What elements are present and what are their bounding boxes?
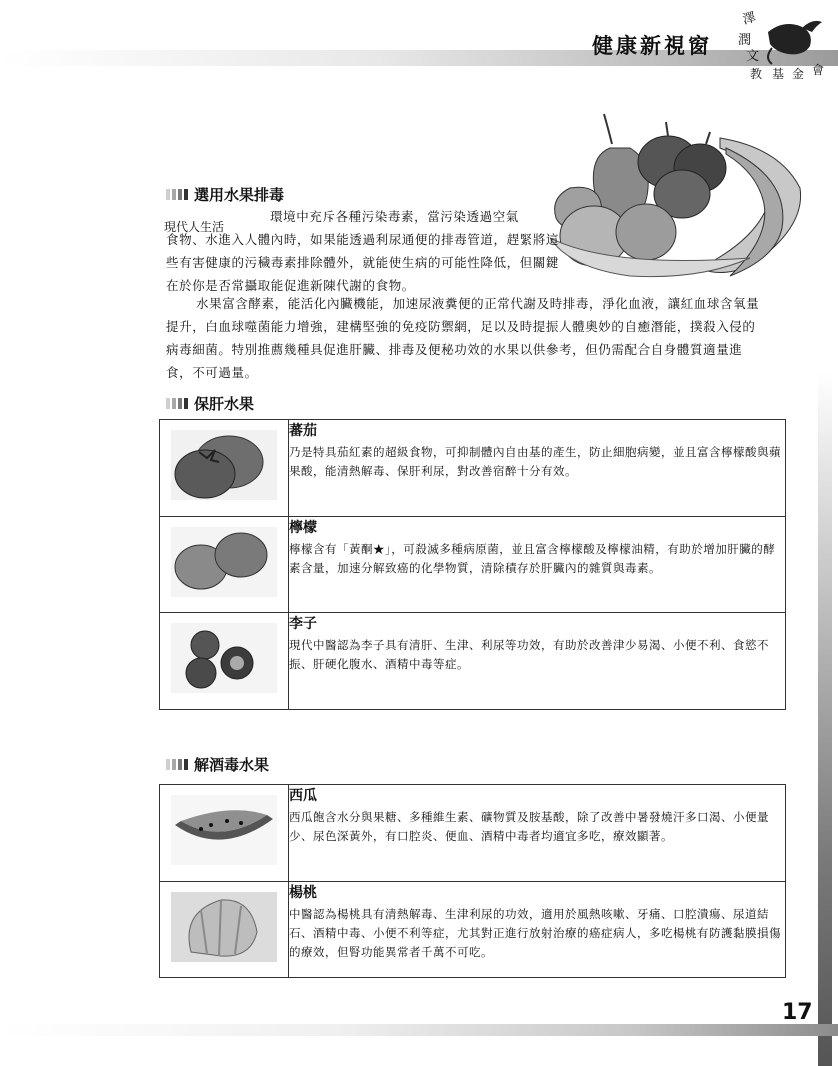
intro-paragraph-first-line: 環境中充斥各種污染毒素，當污染透過空氣 xyxy=(270,209,519,224)
svg-text:基: 基 xyxy=(772,67,785,81)
foundation-logo xyxy=(728,2,828,82)
svg-text:澤: 澤 xyxy=(741,10,758,28)
image-cell xyxy=(160,613,289,710)
text-cell xyxy=(289,882,786,978)
table-row xyxy=(160,613,786,710)
fruit-name: 西瓜 xyxy=(289,788,317,804)
text-cell xyxy=(289,420,786,517)
fruit-name: 李子 xyxy=(289,616,317,632)
fruit-bowl-illustration xyxy=(550,108,810,280)
image-cell xyxy=(160,517,289,613)
svg-text:金: 金 xyxy=(792,67,805,81)
svg-text:潤: 潤 xyxy=(738,33,752,48)
table-row xyxy=(160,420,786,517)
image-cell xyxy=(160,420,289,517)
svg-text:文: 文 xyxy=(746,49,760,64)
text-cell xyxy=(289,517,786,613)
fruit-description: 西瓜飽含水分與果糖、多種維生素、礦物質及胺基酸，除了改善中暑發燒汗多口渴、小便量少、尿色深黃外，有口腔炎、便血、酒精中毒者均適宜多吃，療效顯著。 xyxy=(289,810,769,843)
liver-fruits-table xyxy=(159,419,786,710)
heading-bars-icon xyxy=(166,759,188,770)
plum-photo xyxy=(171,623,277,693)
body-paragraph: 水果富含酵素，能活化內臟機能，加速尿液糞便的正常代謝及時排毒，淨化血液，讓紅血球含氧量提升，白血球噬菌能力增強，建構堅強的免疫防禦網，足以及時提振人體奧妙的自癒潛能，撲殺入侵的病毒細菌。特別推薦幾種具促進肝臟、排毒及便秘功效的水果以供參考，但仍需配合自身體質適量進食，不可過量。 xyxy=(166,296,760,380)
hangover-fruits-table xyxy=(159,784,786,978)
fruit-description: 乃是特具茄紅素的超級食物，可抑制體內自由基的產生，防止細胞病變，並且富含檸檬酸與蘋果酸，能清熱解毒、保肝利尿，對改善宿醉十分有效。 xyxy=(289,445,781,478)
page-edge-bar xyxy=(818,372,832,1066)
svg-text:會: 會 xyxy=(812,63,825,77)
fruit-name: 檸檬 xyxy=(289,520,317,536)
page-number: 17 xyxy=(782,1000,813,1025)
text-cell xyxy=(289,613,786,710)
fruit-name: 楊桃 xyxy=(289,885,317,901)
intro-paragraph: 食物、水進入人體內時，如果能透過利尿通便的排毒管道，趕緊將這些有害健康的污穢毒素排除體外，就能使生病的可能性降低，但關鍵在於你是否常攝取能促進新陳代謝的食物。 xyxy=(166,232,560,293)
heading-bars-icon xyxy=(166,398,188,409)
image-cell xyxy=(160,882,289,978)
fruit-description: 檸檬含有「黃酮★」，可殺滅多種病原菌，並且富含檸檬酸及檸檬油精，有助於增加肝臟的酵素含量，加速分解致癌的化學物質，清除積存於肝臟內的雜質與毒素。 xyxy=(289,542,776,575)
header-band xyxy=(0,50,838,66)
footer-band xyxy=(0,1024,838,1036)
table-row xyxy=(160,785,786,882)
text-cell xyxy=(289,785,786,882)
section-heading-liver-fruits: 保肝水果 xyxy=(166,393,254,414)
section-heading-fruit-detox: 選用水果排毒 xyxy=(166,184,284,205)
fruit-name: 蕃茄 xyxy=(289,423,317,439)
watermelon-photo xyxy=(171,795,277,865)
lemon-photo xyxy=(171,527,277,597)
image-cell xyxy=(160,785,289,882)
page-header-title: 健康新視窗 xyxy=(592,34,712,58)
intro-label: 現代人生活 xyxy=(164,220,225,234)
tomato-photo xyxy=(171,430,277,500)
table-row xyxy=(160,517,786,613)
fruit-description: 現代中醫認為李子具有清肝、生津、利尿等功效，有助於改善津少易渴、小便不利、食慾不振、肝硬化腹水、酒精中毒等症。 xyxy=(289,638,769,671)
table-row xyxy=(160,882,786,978)
heading-bars-icon xyxy=(166,189,188,200)
fruit-description: 中醫認為楊桃具有清熱解毒、生津利尿的功效，適用於風熱咳嗽、牙痛、口腔潰瘍、尿道結石、酒精中毒、小便不利等症，尤其對正進行放射治療的癌症病人，多吃楊桃有防護黏膜損傷的療效，但腎功能異常者千萬不可吃。 xyxy=(289,907,781,959)
section-heading-hangover-fruits: 解酒毒水果 xyxy=(166,754,269,775)
starfruit-photo xyxy=(171,892,277,962)
svg-text:教: 教 xyxy=(750,67,763,81)
